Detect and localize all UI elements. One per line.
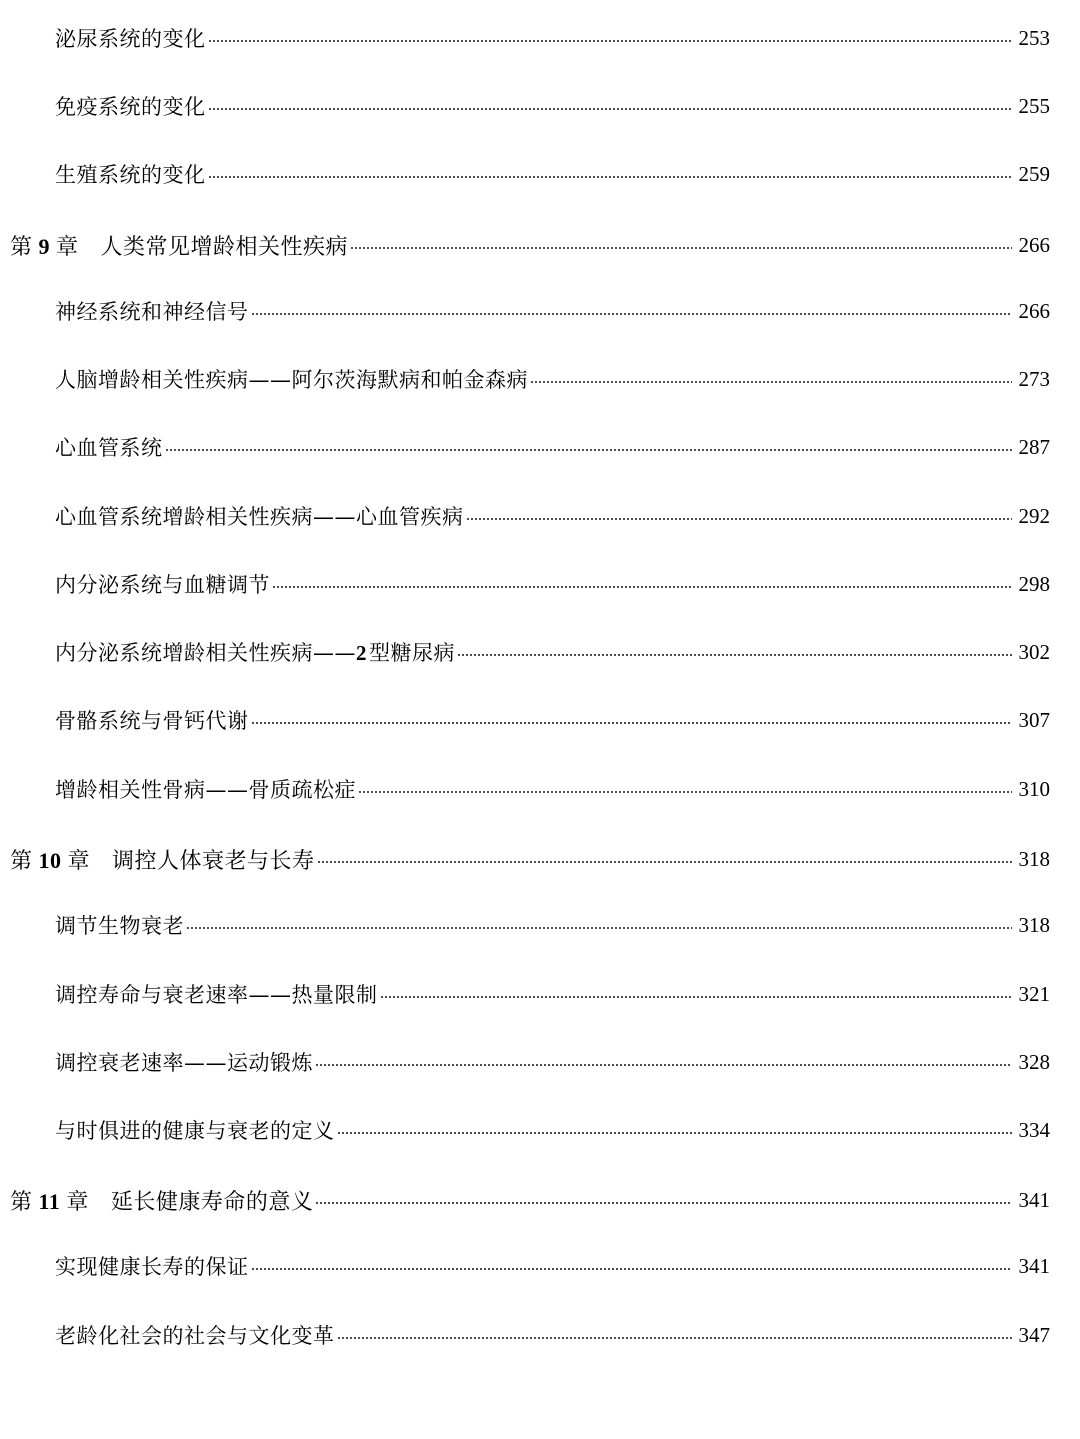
page-number: 341 [1018,1253,1050,1278]
chapter-prefix: 第 [10,848,33,874]
page-number: 318 [1018,846,1050,871]
chapter-title [10,230,348,261]
dot-leader [251,313,1013,315]
page-number: 287 [1018,434,1050,459]
entry-title: 增龄相关性骨病——骨质疏松症 [55,778,356,802]
entry-title: 心血管系统 [55,436,163,460]
type-number: 2 [356,641,367,665]
entry-title: 人脑增龄相关性疾病——阿尔茨海默病和帕金森病 [55,368,528,392]
dot-leader [358,791,1012,793]
chapter-number: 10 [38,847,62,873]
toc-entry[interactable] [0,564,1080,604]
page-number: 302 [1018,639,1050,664]
entry-title: 神经系统和神经信号 [55,300,249,324]
chapter-prefix: 第 [10,234,33,260]
toc-entry[interactable] [0,1315,1080,1355]
page-number: 298 [1018,571,1050,596]
dot-leader [251,722,1013,724]
toc-entry[interactable] [0,974,1080,1014]
entry-title: 骨骼系统与骨钙代谢 [55,709,249,733]
page-number: 255 [1018,93,1050,118]
dot-leader [186,927,1012,929]
page-number: 292 [1018,503,1050,528]
dot-leader [208,176,1013,178]
entry-title: 老龄化社会的社会与文化变革 [55,1324,335,1348]
dot-leader [337,1132,1013,1134]
dot-leader [272,586,1012,588]
toc-entry[interactable] [0,291,1080,331]
dot-leader [165,449,1013,451]
entry-title: 与时俱进的健康与衰老的定义 [55,1119,335,1143]
chapter-title [10,1185,313,1216]
entry-title: 调节生物衰老 [55,914,184,938]
toc-entry[interactable] [0,769,1080,809]
page-number: 347 [1018,1322,1050,1347]
toc-entry[interactable] [0,427,1080,467]
chapter-name: 延长健康寿命的意义 [110,1189,314,1215]
page-number: 259 [1018,161,1050,186]
toc-chapter-entry[interactable] [0,839,1080,879]
entry-title: 调控衰老速率——运动锻炼 [55,1051,313,1075]
page-number: 318 [1018,912,1050,937]
page-number: 321 [1018,981,1050,1006]
entry-title: 免疫系统的变化 [55,95,206,119]
toc-entry[interactable] [0,154,1080,194]
chapter-number: 11 [38,1188,61,1214]
page-number: 341 [1018,1187,1050,1212]
toc-entry[interactable] [0,700,1080,740]
dot-leader [251,1268,1013,1270]
toc-entry[interactable] [0,905,1080,945]
page-number: 273 [1018,366,1050,391]
toc-entry[interactable] [0,359,1080,399]
entry-title: 内分泌系统与血糖调节 [55,573,270,597]
toc-entry[interactable] [0,496,1080,536]
page-number: 266 [1018,232,1050,257]
dot-leader [466,518,1013,520]
dot-leader [457,654,1012,656]
dot-leader [380,996,1013,998]
page-number: 334 [1018,1117,1050,1142]
dot-leader [317,861,1012,863]
dot-leader [350,247,1012,249]
dot-leader [315,1202,1012,1204]
chapter-title [10,844,315,875]
page-number: 328 [1018,1049,1050,1074]
dot-leader [208,108,1013,110]
toc-chapter-entry[interactable] [0,1180,1080,1220]
page-number: 307 [1018,707,1050,732]
dot-leader [208,40,1013,42]
chapter-prefix: 第 [10,1189,33,1215]
chapter-suffix: 章 [67,848,91,874]
dot-leader [530,381,1012,383]
chapter-name: 人类常见增龄相关性疾病 [100,234,349,260]
dot-leader [315,1064,1012,1066]
toc-entry[interactable] [0,1246,1080,1286]
chapter-suffix: 章 [56,234,79,260]
entry-title: 生殖系统的变化 [55,163,206,187]
entry-title: 心血管系统增龄相关性疾病——心血管疾病 [55,505,464,529]
entry-title: 泌尿系统的变化 [55,27,206,51]
toc-entry[interactable] [0,1042,1080,1082]
page-number: 310 [1018,776,1050,801]
toc-entry[interactable] [0,18,1080,58]
toc-chapter-entry[interactable] [0,225,1080,265]
chapter-suffix: 章 [66,1189,89,1215]
chapter-name: 调控人体衰老与长寿 [112,848,315,874]
chapter-number: 9 [38,233,51,259]
entry-title: 调控寿命与衰老速率——热量限制 [55,983,378,1007]
page-number: 253 [1018,25,1050,50]
toc-entry[interactable] [0,632,1080,672]
entry-title: 实现健康长寿的保证 [55,1255,249,1279]
entry-title: 内分泌系统增龄相关性疾病—— 2 型糖尿病 [55,641,455,665]
toc-entry[interactable] [0,86,1080,126]
dot-leader [337,1337,1013,1339]
page-number: 266 [1018,298,1050,323]
toc-entry[interactable] [0,1110,1080,1150]
